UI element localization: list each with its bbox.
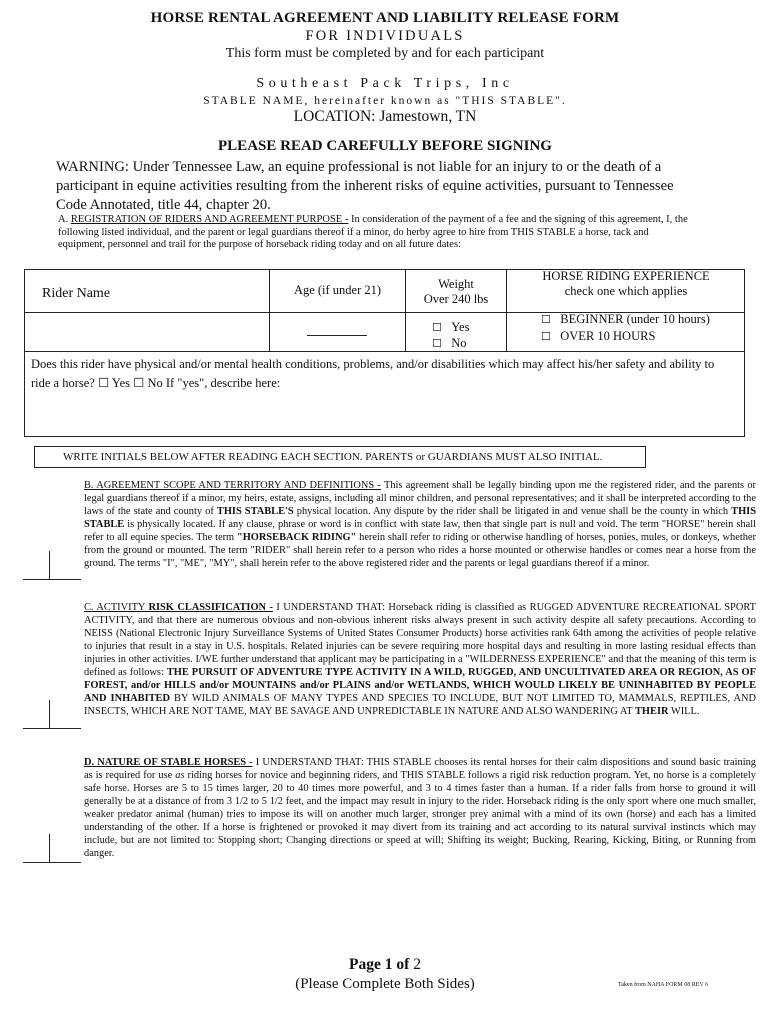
section-a-prefix: A. <box>58 214 71 225</box>
section-d-text: riding horses for novice and beginning riders, and THIS STABLE follows a rigid risk reduction program. Yet, no horse is a completely safe horse. Horses are 5 to 15 times larger, 20 to 40 times more powerful, and 3 to 4 times faster than a human. If a rider falls from horse to ground it will generally be at a distance of from 3 1/2 to 5 1/2 feet, and the impact may result in injury to the rider. Horseback riding is the only sport where one much smaller, weaker predator animal (human) tries to impose its will on another much larger, stronger prey animal with a mind of its own (horse) and each has a limited understanding of the other. If a horse is frightened or provoked it may divert from its training and act according to its natural survival instincts which may include, but are not limited to: Stopping short; Changing directions or speed at will; Shifting its weight; Bucking, Rearing, Kicking, Biting, or Running from danger. <box>84 769 756 859</box>
health-question-line2[interactable]: ride a horse? ☐ Yes ☐ No If "yes", describe here: <box>31 376 281 390</box>
col-weight-sub: Over 240 lbs <box>423 292 489 306</box>
weight-yes-label: Yes <box>451 320 470 334</box>
weight-yes-option[interactable] <box>432 320 469 335</box>
health-question <box>31 355 736 393</box>
section-b-text: is physically located. If any clause, phrase or word is in conflict with state law, then that single part is null and void. The term "HORSE" herein shall refer to all equine species. The term <box>84 518 756 543</box>
col-age: Age (if under 21) <box>293 283 382 297</box>
section-b-text: herein shall refer to riding or otherwise handling of horses, ponies, mules, or donkeys, whether from the ground or mounted. The term "RIDER" shall herein refer to a person who rides a horse mounted or otherwise handles or comes near a horse from the ground. The terms "I", "ME", "MY", shall herein refer to the above registered rider and the parents or legal guardians thereof if a minor. <box>84 531 756 569</box>
section-c-bold: THEIR <box>635 705 669 717</box>
warning-text: WARNING: Under Tennessee Law, an equine professional is not liable for an injury to or the death of a participant in equine activities resulting from the inherent risks of equine activities, pursuant to Tennessee Code Annotated, title 44, chapter 20. <box>56 159 674 213</box>
section-c-text: WILL. <box>668 705 700 717</box>
experience-beginner-option[interactable] <box>541 312 710 327</box>
stable-name-line: STABLE NAME, hereinafter known as "THIS STABLE". <box>203 95 567 107</box>
section-b <box>84 480 756 571</box>
col-experience <box>507 269 745 299</box>
initials-field-d[interactable] <box>23 862 81 863</box>
page-note: (Please Complete Both Sides) <box>295 976 475 992</box>
section-b-bold: THIS STABLE'S <box>216 505 294 517</box>
company-name: Southeast Pack Trips, Inc <box>256 76 514 91</box>
beginner-label: BEGINNER (under 10 hours) <box>560 312 710 326</box>
col-experience-label: HORSE RIDING EXPERIENCE <box>542 269 710 283</box>
col-rider-name: Rider Name <box>42 286 111 301</box>
please-read-heading: PLEASE READ CAREFULLY BEFORE SIGNING <box>218 138 552 154</box>
initials-line <box>49 834 50 862</box>
section-a-text: In consideration of the payment of a fee and the signing of this agreement, I, the following listed individual, and the parent or legal guardians thereof if a minor, do herby agree to hire from THIS STABLE a horse, tack and equipment, personnel and trail for the purpose of horseback riding today and on all future dates: <box>58 214 688 250</box>
initials-line <box>49 551 50 579</box>
form-subtitle: FOR INDIVIDUALS <box>305 28 465 44</box>
table-divider <box>269 269 270 351</box>
weight-no-label: No <box>451 336 467 350</box>
section-b-heading: B. AGREEMENT SCOPE AND TERRITORY AND DEFINITIONS - <box>84 480 381 491</box>
initials-field-b[interactable] <box>23 579 81 580</box>
section-c-text: BY WILD ANIMALS OF MANY TYPES AND SPECIES TO INCLUDE, BUT NOT LIMITED TO, MAMMALS, REPTILES, AND INSECTS, WHICH ARE NOT TAME, MAY BE SAVAGE AND UNPREDICTABLE IN NATURE AND ALSO WANDERING AT <box>84 692 756 717</box>
section-d <box>84 757 756 861</box>
checkbox-icon[interactable]: ☐ <box>541 330 551 343</box>
section-c-heading-text: C. ACTIVITY <box>84 602 149 613</box>
initials-instruction: WRITE INITIALS BELOW AFTER READING EACH SECTION. PARENTS or GUARDIANS MUST ALSO INITIAL. <box>34 446 646 468</box>
table-divider <box>24 351 745 352</box>
page-number-prefix: Page 1 of <box>349 956 414 973</box>
section-b-text: physical location. Any dispute by the rider shall be litigated in and venue shall be the county in which <box>293 505 732 517</box>
form-title: HORSE RENTAL AGREEMENT AND LIABILITY RELEASE FORM <box>150 10 620 26</box>
over10-label: OVER 10 HOURS <box>560 329 656 343</box>
section-d-heading <box>84 757 253 768</box>
col-weight-label: Weight <box>438 277 474 291</box>
rider-name-field[interactable] <box>25 313 269 350</box>
section-c-heading <box>84 602 273 613</box>
location-line: LOCATION: Jamestown, TN <box>293 108 477 125</box>
initials-line <box>49 700 50 728</box>
section-b-bold: THIS STABLE <box>84 505 756 530</box>
checkbox-icon[interactable]: ☐ <box>541 313 551 326</box>
section-c-text: I UNDERSTAND THAT: Horseback riding is classified as RUGGED ADVENTURE RECREATIONAL SPORT ACTIVITY, and that there are numerous obvious and non-obvious inherent risks always present in such activity despite all safety precautions. According to NEISS (National Electronic Injury Surveillance Systems of United States Consumer Products) horse activities rank 64th among the activities of people relative to injuries that result in a stay in U.S. hospitals. Related injuries can be severe requiring more hospital days and resulting in more lasting residual effects than injuries in other activities. I/WE further understand that applicant may be participating in a "WILDERNESS EXPERIENCE" and that the meaning of this term is defined as follows: <box>84 602 756 678</box>
checkbox-icon[interactable]: ☐ <box>432 321 442 334</box>
initials-field-c[interactable] <box>23 728 81 729</box>
section-d-text: I UNDERSTAND THAT: THIS STABLE chooses its rental horses for their calm dispositions and sound basic training as is required for use <box>84 757 756 781</box>
form-code: Taken from NAHA FORM 08 REV 6 <box>618 982 709 988</box>
checkbox-icon[interactable]: ☐ <box>432 337 442 350</box>
experience-over10-option[interactable] <box>541 329 655 344</box>
page-number-total: 2 <box>413 956 421 973</box>
weight-no-option[interactable] <box>432 336 467 351</box>
section-c-heading-bold: RISK CLASSIFICATION - <box>148 602 273 613</box>
section-d-italic: as <box>175 769 185 781</box>
page-number <box>0 956 770 974</box>
section-a <box>58 214 698 252</box>
section-b-bold: "HORSEBACK RIDING" <box>236 531 357 543</box>
age-field[interactable] <box>307 335 367 336</box>
section-a-heading: REGISTRATION OF RIDERS AND AGREEMENT PURPOSE - <box>70 214 349 225</box>
section-c <box>84 602 756 719</box>
col-experience-sub: check one which applies <box>564 284 688 298</box>
section-c-bold: THE PURSUIT OF ADVENTURE TYPE ACTIVITY IN A WILD, RUGGED, AND UNCULTIVATED AREA OR REGION, AS OF FOREST, and/or HILLS and/or MOUNTAINS and/or PLAINS and/or WETLANDS, WHICH WOULD LIKELY BE UNINHABITED BY PEOPLE AND INHABITED <box>84 666 756 704</box>
health-question-line1: Does this rider have physical and/or mental health conditions, problems, and/or disabilities which may affect his/her safety and ability to <box>31 357 715 371</box>
col-weight <box>406 277 506 307</box>
section-b-text: This agreement shall be legally binding upon me the registered rider, and the parents or legal guardians thereof if a minor, my heirs, estate, assigns, including all minor children, and personal representatives; and it shall be interpreted according to the laws of the state and county of <box>84 480 756 517</box>
form-note: This form must be completed by and for each participant <box>225 46 545 61</box>
section-d-heading-text: D. NATURE OF STABLE HORSES - <box>84 757 253 768</box>
